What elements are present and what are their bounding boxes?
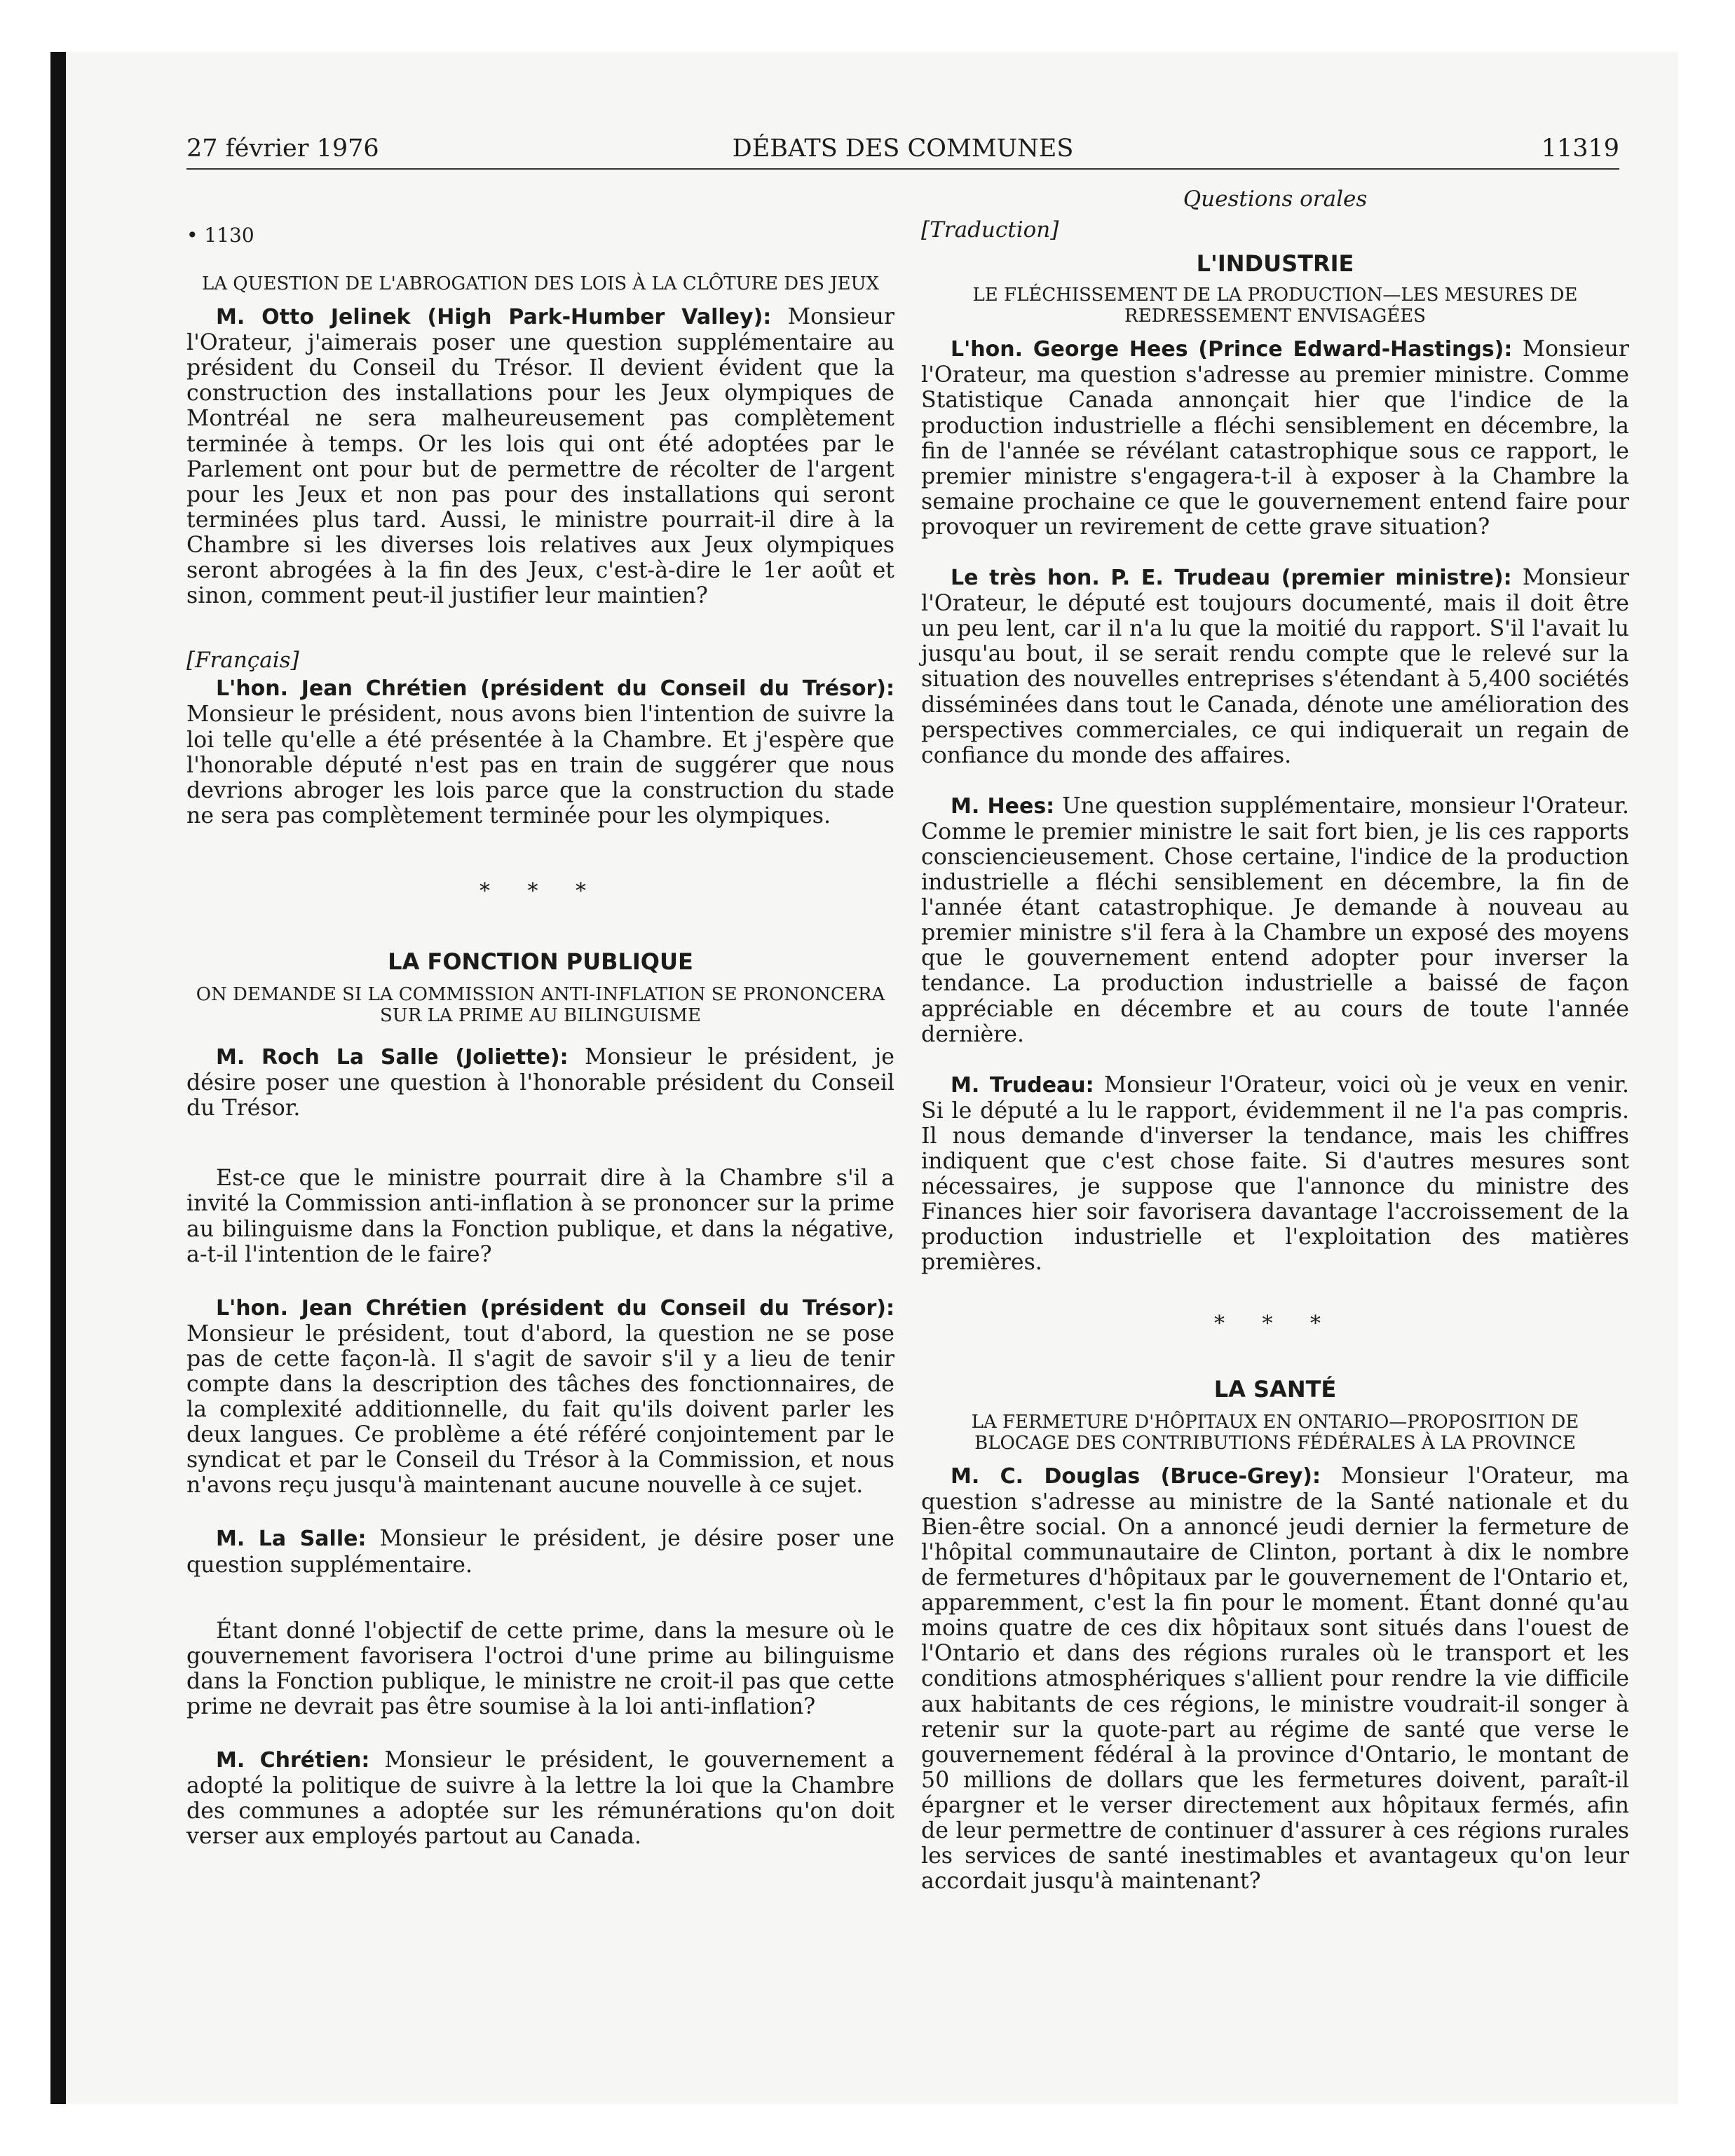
section-sante: LA SANTÉ <box>1213 1375 1337 1403</box>
subheading-hopitaux: LA FERMETURE D'HÔPITAUX EN ONTARIO—PROPOSITION DE BLOCAGE DES CONTRIBUTIONS FÉDÉRALES À LA PROVINCE <box>971 1411 1579 1454</box>
text-lasalle-2: Monsieur le président, je désire poser une question supplémentaire. <box>186 1526 894 1578</box>
language-note-traduction: [Traduction] <box>921 217 1059 243</box>
speaker-chretien-1: L'hon. Jean Chrétien (président du Conseil du Trésor): <box>216 676 894 702</box>
header-date: 27 février 1976 <box>186 135 379 163</box>
text-douglas: Monsieur l'Orateur, ma question s'adresse au ministre de la Santé nationale et du Bien-être social. On a annoncé jeudi dernier la fermeture de l'hôpital communautaire de Clinton, portant à dix le nombre de fermetures d'hôpitaux par le gouvernement de l'Ontario et, apparemment, c'est la fin pour le moment. Étant donné qu'au moins quatre de ces dix hôpitaux sont situés dans l'ouest de l'Ontario et dans des régions rurales où le transport et les conditions atmosphériques s'allient pour rendre la vie difficile aux habitants de ces régions, le ministre voudrait-il songer à retenir sur la quote-part au régime de santé que verse le gouvernement fédéral à la province d'Ontario, le montant de 50 millions de dollars que les fermetures doivent, paraît-il épargner et le verser directement aux hôpitaux fermés, afin de leur permettre de continuer d'assurer à ces régions rurales les services de santé inestimables et avantageux qu'on leur accordait jusqu'à maintenant? <box>921 1463 1629 1895</box>
paragraph-lasalle-1 <box>186 1044 894 1121</box>
speaker-trudeau-1: Le très hon. P. E. Trudeau (premier ministre): <box>951 566 1512 591</box>
paragraph-jelinek <box>186 304 894 608</box>
text-trudeau-2: Monsieur l'Orateur, voici où je veux en venir. Si le député a lu le rapport, évidemment il ne l'a pas compris. Il nous demande d'inverser la tendance, mais les chiffres indiquent que c'est chose faite. Si d'autres mesures sont nécessaires, je suppose que l'annonce du ministre des Finances hier soir favorisera davantage l'accroissement de la production industrielle et l'exploitation des matières premières. <box>921 1072 1629 1276</box>
running-head: Questions orales <box>1183 186 1368 212</box>
page-number: 11319 <box>1541 135 1619 163</box>
scan-border <box>50 52 66 2104</box>
speaker-lasalle-2: M. La Salle: <box>216 1527 367 1552</box>
paragraph-chretien-1 <box>186 676 894 828</box>
right-column <box>921 186 1629 1894</box>
text-chretien-2: Monsieur le président, tout d'abord, la question ne se pose pas de cette façon-là. Il s'agit de savoir s'il y a lieu de tenir compte dans la description des tâches des fonctionnaires, de la complexité additionnelle, du fait qu'ils doivent parler les deux langues. Ce problème a été référé conjointement par le syndicat et par le Conseil du Trésor à la Commission, et nous n'avons reçu jusqu'à maintenant aucune nouvelle à ce sujet. <box>186 1321 894 1499</box>
paragraph-trudeau-2 <box>921 1072 1629 1276</box>
paragraph-lasalle-question: Est-ce que le ministre pourrait dire à la Chambre s'il a invité la Commission anti-inflation à se prononcer sur la prime au bilinguisme dans la Fonction publique, et dans la négative, a-t-il l'intention de le faire? <box>186 1166 894 1267</box>
paragraph-chretien-2 <box>186 1295 894 1499</box>
header-title: DÉBATS DES COMMUNES <box>732 135 1074 163</box>
speaker-jelinek: M. Otto Jelinek (High Park-Humber Valley): <box>216 305 772 330</box>
section-fonction-publique: LA FONCTION PUBLIQUE <box>388 948 693 975</box>
paragraph-lasalle-prime: Étant donné l'objectif de cette prime, dans la mesure où le gouvernement favorisera l'octroi d'une prime au bilinguisme dans la Fonction publique, le ministre ne croit-il pas que cette prime ne devrait pas être soumise à la loi anti-inflation? <box>186 1618 894 1719</box>
subheading-abrogation: LA QUESTION DE L'ABROGATION DES LOIS À LA CLÔTURE DES JEUX <box>201 273 880 295</box>
language-note-francais: [Français] <box>186 648 299 674</box>
section-separator: * * * <box>479 878 602 903</box>
paragraph-hees-2 <box>921 793 1629 1047</box>
text-jelinek: Monsieur l'Orateur, j'aimerais poser une question supplémentaire au président du Conseil du Trésor. Il devient évident que la construction des installations pour les Jeux olympiques de Montréal ne sera malheureusement pas complètement terminée à temps. Or les lois qui ont été adoptées par le Parlement ont pour but de permettre de récolter de l'argent pour les Jeux et non pas pour des installations qui seront terminées plus tard. Aussi, le ministre pourrait-il dire à la Chambre si les diverses lois relatives aux Jeux olympiques seront abrogées à la fin des Jeux, c'est-à-dire le 1er août et sinon, comment peut-il justifier leur maintien? <box>186 304 894 609</box>
speaker-lasalle-1: M. Roch La Salle (Joliette): <box>216 1045 569 1070</box>
paragraph-lasalle-2 <box>186 1526 894 1577</box>
speaker-chretien-3: M. Chrétien: <box>216 1748 370 1773</box>
speaker-trudeau-2: M. Trudeau: <box>951 1072 1094 1098</box>
left-column <box>186 186 894 1849</box>
speaker-hees-1: L'hon. George Hees (Prince Edward-Hastings): <box>951 337 1513 362</box>
speaker-douglas: M. C. Douglas (Bruce-Grey): <box>951 1464 1321 1489</box>
paragraph-trudeau-1 <box>921 565 1629 768</box>
paragraph-hees-1 <box>921 336 1629 540</box>
text-chretien-1: Monsieur le président, nous avons bien l'intention de suivre la loi telle qu'elle a été présentée à la Chambre. Et j'espère que l'honorable député n'est pas en train de suggérer que nous devrions abroger les lois parce que la construction du stade ne sera pas complètement terminée pour les olympiques. <box>186 702 894 828</box>
time-marker: • 1130 <box>186 224 254 247</box>
subheading-bilinguisme: ON DEMANDE SI LA COMMISSION ANTI-INFLATION SE PRONONCERA SUR LA PRIME AU BILINGUISME <box>196 984 885 1027</box>
paragraph-douglas <box>921 1464 1629 1895</box>
page-header <box>186 135 1619 168</box>
section-separator-2: * * * <box>1213 1311 1337 1337</box>
speaker-chretien-2: L'hon. Jean Chrétien (président du Conseil du Trésor): <box>216 1295 894 1321</box>
text-hees-1: Monsieur l'Orateur, ma question s'adresse au premier ministre. Comme Statistique Canada annonçait hier que l'indice de la production industrielle a fléchi sensiblement en décembre, la fin de l'année se révélant catastrophique sous ce rapport, le premier ministre s'engagera-t-il à exposer à la Chambre la semaine prochaine ce que le gouvernement entend faire pour provoquer un revirement de cette grave situation? <box>921 336 1629 540</box>
text-lasalle-1: Monsieur le président, je désire poser une question à l'honorable président du Conseil du Trésor. <box>186 1044 895 1121</box>
section-industrie: L'INDUSTRIE <box>1196 250 1354 278</box>
subheading-production: LE FLÉCHISSEMENT DE LA PRODUCTION—LES MESURES DE REDRESSEMENT ENVISAGÉES <box>972 285 1578 327</box>
paragraph-chretien-3 <box>186 1747 894 1849</box>
text-hees-2: Une question supplémentaire, monsieur l'Orateur. Comme le premier ministre le sait fort bien, je lis ces rapports consciencieusement. Chose certaine, l'indice de la production industrielle a fléchi sensiblement en décembre, la fin de l'année étant catastrophique. Je demande à nouveau au premier ministre s'il fera à la Chambre un exposé des moyens que le gouvernement entend adopter pour inverser la tendance. La production industrielle a baissé de façon appréciable en décembre et au cours de toute l'année dernière. <box>921 793 1629 1047</box>
header-rule <box>186 168 1619 170</box>
speaker-hees-2: M. Hees: <box>951 793 1055 819</box>
text-trudeau-1: Monsieur l'Orateur, le député est toujours documenté, mais il doit être un peu lent, car il n'a lu que la moitié du rapport. S'il l'avait lu jusqu'au bout, il se serait rendu compte que le relevé sur la situation des nouvelles entreprises s'étendant à 5,400 sociétés disséminées dans tout le Canada, dénote une amélioration des perspectives commerciales, ce qui indiquerait un regain de confiance du monde des affaires. <box>921 565 1629 768</box>
text-chretien-3: Monsieur le président, le gouvernement a adopté la politique de suivre à la lettre la loi que la Chambre des communes a adoptée sur les rémunérations qu'on doit verser aux employés partout au Canada. <box>186 1747 894 1850</box>
